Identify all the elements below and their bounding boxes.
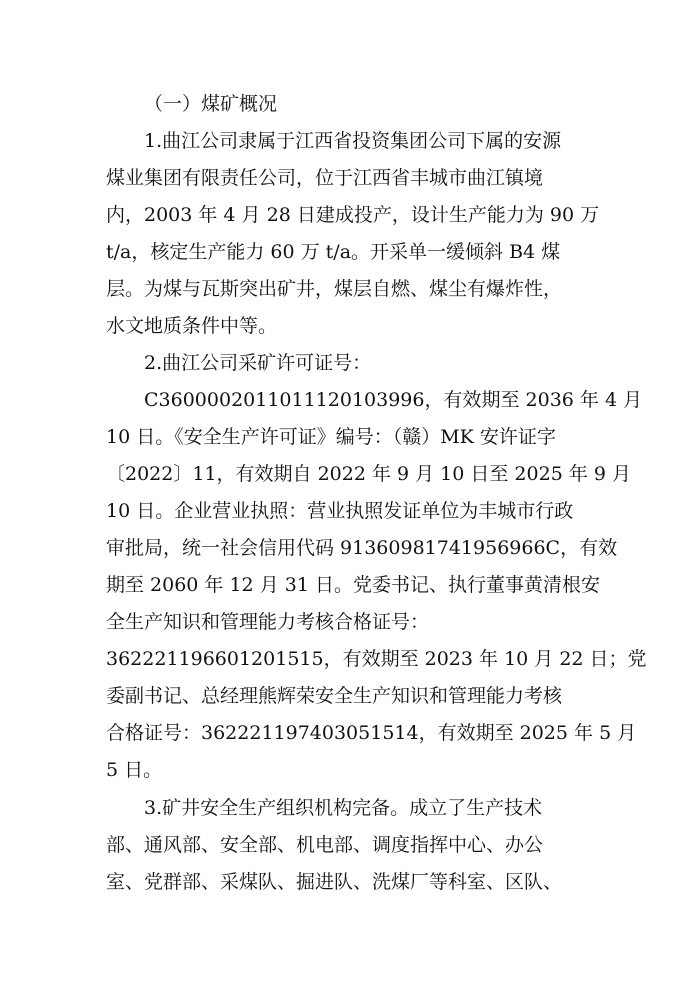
paragraph-line: 5 日。 — [106, 759, 163, 781]
paragraph-line: 审批局，统一社会信用代码 91360981741956966C，有效 — [106, 537, 618, 559]
paragraph-line: 10 日。企业营业执照：营业执照发证单位为丰城市行政 — [106, 500, 574, 522]
paragraph-line: 委副书记、总经理熊辉荣安全生产知识和管理能力考核 — [106, 685, 563, 707]
paragraph-line: 3.矿井安全生产组织机构完备。成立了生产技术 — [144, 797, 543, 819]
paragraph-line: 362221196601201515，有效期至 2023 年 10 月 22 日；党 — [106, 648, 647, 670]
paragraph-line: C3600002011011120103996，有效期至 2036 年 4 月 — [144, 389, 643, 411]
paragraph-line: 2.曲江公司采矿许可证号： — [144, 352, 372, 374]
paragraph-line: 层。为煤与瓦斯突出矿井，煤层自燃、煤尘有爆炸性， — [106, 278, 563, 300]
paragraph-line: 合格证号：362221197403051514，有效期至 2025 年 5 月 — [106, 722, 637, 744]
paragraph-line: 水文地质条件中等。 — [106, 315, 278, 337]
paragraph-line: 〔2022〕11，有效期自 2022 年 9 月 10 日至 2025 年 9 月 — [106, 463, 631, 485]
paragraph-line: 煤业集团有限责任公司，位于江西省丰城市曲江镇境 — [106, 167, 544, 189]
paragraph-line: 期至 2060 年 12 月 31 日。党委书记、执行董事黄清根安 — [106, 574, 600, 596]
paragraph-line: 10 日。《安全生产许可证》编号：（赣）MK 安许证字 — [106, 426, 556, 448]
paragraph-line: 内，2003 年 4 月 28 日建成投产，设计生产能力为 90 万 — [106, 204, 600, 226]
paragraph-line: t/a，核定生产能力 60 万 t/a。开采单一缓倾斜 B4 煤 — [106, 241, 561, 263]
paragraph-line: 1.曲江公司隶属于江西省投资集团公司下属的安源 — [144, 130, 562, 152]
section-heading: （一）煤矿概况 — [144, 93, 278, 115]
paragraph-line: 全生产知识和管理能力考核合格证号： — [106, 611, 430, 633]
paragraph-line: 部、通风部、安全部、机电部、调度指挥中心、办公 — [106, 834, 544, 856]
paragraph-line: 室、党群部、采煤队、掘进队、洗煤厂等科室、区队、 — [106, 871, 563, 893]
